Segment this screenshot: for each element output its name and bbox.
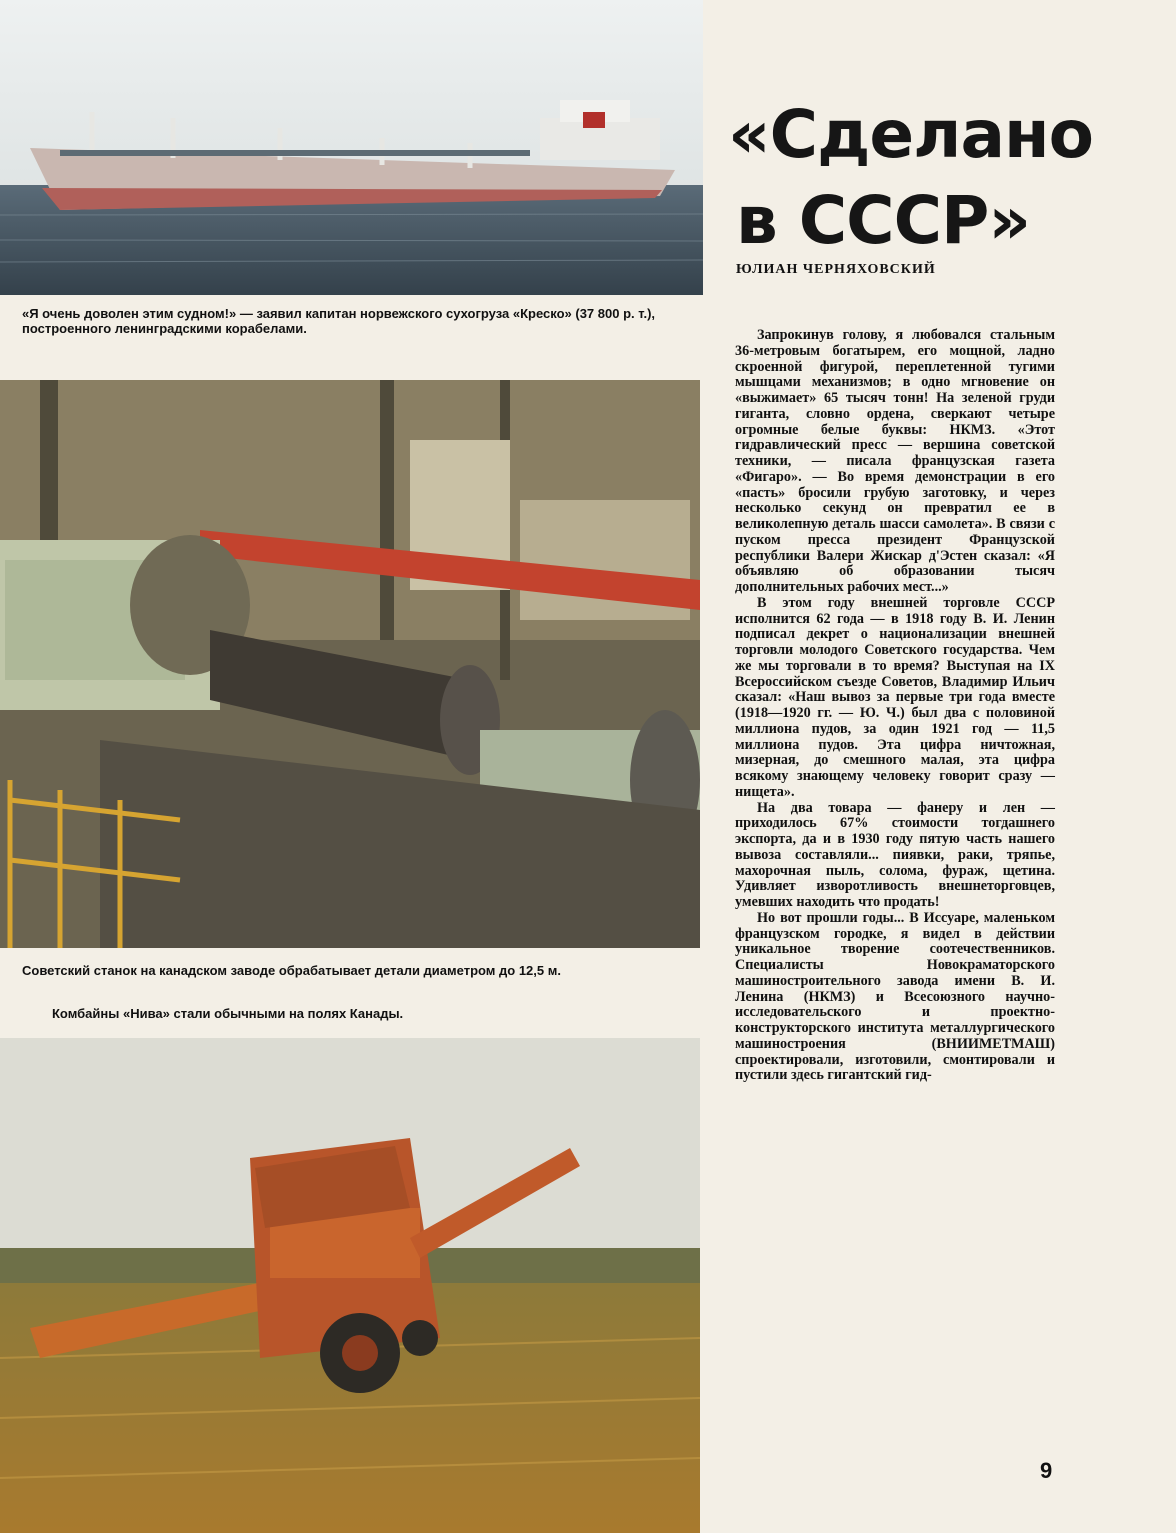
article-paragraph: На два товара — фанеру и лен — приходилось 67% стоимости тогдашнего экспорта, да и в 1930 году пятую часть нашего вывоза составляли... пиявки, раки, тряпье, махорочная пыль, солома, фураж, щетина. Удивляет изворотливость внешнеторговцев, умевших находить что продать! (735, 799, 1055, 910)
article-paragraph: В этом году внешней торговле СССР исполнится 62 года — в 1918 году В. И. Ленин подписал декрет о национализации внешней торговли молодого Советского государства. Чем же мы торговали в то время? Выступая на IX Всероссийском съезде Советов, Владимир Ильич сказал: «Наш вывоз за первые три года вместе (1918—1920 гг. — Ю. Ч.) был два с половиной миллиона пудов, за один 1921 год — 11,5 миллиона пудов. Эта цифра ничтожная, мизерная, до смешного малая, эта цифра всякому знающему человеку говорит сразу — нищета». (735, 594, 1055, 800)
title-line-2: в СССР» (736, 182, 1031, 259)
ship-photo (0, 0, 703, 295)
lathe-photo (0, 380, 700, 948)
title-line-1: «Сделано (728, 96, 1093, 173)
ship-photo-caption: «Я очень доволен этим судном!» — заявил капитан норвежского сухогруза «Креско» (37 800 р. т.), построенного ленинградскими корабелами. (22, 306, 656, 336)
author-name: ЮЛИАН ЧЕРНЯХОВСКИЙ (736, 262, 936, 277)
page-number: 9 (1040, 1458, 1053, 1483)
article-title (712, 92, 1172, 264)
combine-harvester-photo (0, 1038, 700, 1533)
article-body (735, 328, 1055, 1084)
article-paragraph: Запрокинув голову, я любовался стальным 36-метровым богатырем, его мощной, ладно скроенной фигурой, переплетенной тугими мышцами механизмов; в одно мгновение он «выжимает» 65 тысяч тонн! На зеленой груди гиганта, словно ордена, сверкают четыре огромные белые буквы: НКМЗ. «Этот гидравлический пресс — вершина советской техники, — писала французская газета «Фигаро». — Во время демонстрации в его «пасть» бросили грубую заготовку, и через несколько секунд он превратил ее в великолепную деталь шасси самолета». В связи с пуском пресса президент Французской республики Валери Жискар д'Эстен сказал: «Я объявляю об образовании тысяч дополнительных рабочих мест...» (735, 327, 1055, 595)
combine-photo-caption: Комбайны «Нива» стали обычными на полях Канады. (52, 1006, 404, 1021)
article-paragraph: Но вот прошли годы... В Иссуаре, маленьком французском городке, я видел в действии уникальное творение соотечественников. Специалисты Новокраматорского машиностроительного завода имени В. И. Ленина (НКМЗ) и Всесоюзного научно-исследовательского и проектно-конструкторского института металлургического машиностроения (ВНИИМЕТМАШ) спроектировали, изготовили, смонтировали и пустили здесь гигантский гид- (735, 909, 1055, 1084)
lathe-photo-caption: Советский станок на канадском заводе обрабатывает детали диаметром до 12,5 м. (22, 963, 561, 978)
